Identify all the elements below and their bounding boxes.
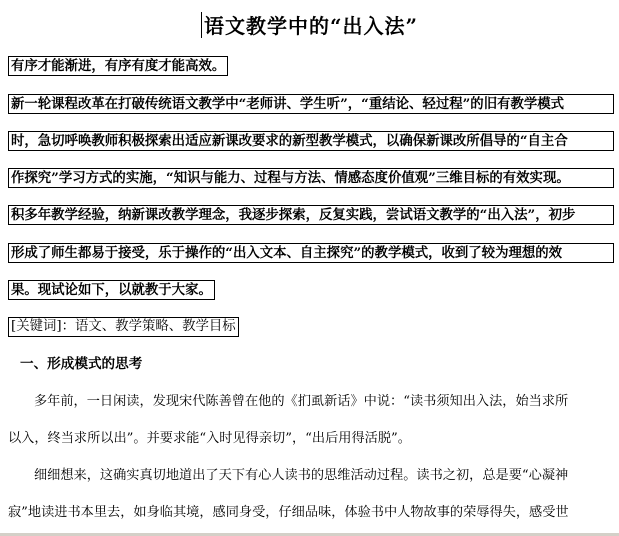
abstract-line — [8, 168, 614, 188]
abstract-line — [8, 243, 614, 263]
abstract-line-text: 形成了师生都易于接受，乐于操作的“出入文本、自主探究”的教学模式，收到了较为理想的效 — [8, 243, 614, 263]
abstract-line-text: 作探究”学习方式的实施，“知识与能力、过程与方法、情感态度价值观”三维目标的有效实现。 — [8, 168, 614, 188]
keywords-line — [8, 317, 239, 337]
abstract-line-text: 时，急切呼唤教师积极探索出适应新课改要求的新型教学模式，以确保新课改所倡导的“自主合 — [8, 131, 614, 151]
abstract-line-text: 积多年教学经验，纳新课改教学理念，我逐步探索，反复实践，尝试语文教学的“出入法”，初步 — [8, 205, 614, 225]
abstract-line-text: 有序才能渐进，有序有度才能高效。 — [8, 56, 228, 76]
body-line: 寂”地读进书本里去，如身临其境，感同身受，仔细品味，体验书中人物故事的荣辱得失，感受世 — [8, 505, 569, 520]
abstract-line — [8, 205, 614, 225]
abstract-line-text: 果。现试论如下，以就教于大家。 — [8, 280, 215, 300]
text-cursor — [201, 12, 202, 38]
section-heading: 一、形成模式的思考 — [20, 356, 143, 372]
abstract-line — [8, 280, 215, 300]
title-row — [0, 10, 619, 39]
keywords-text: [关键词]：语文、教学策略、教学目标 — [8, 317, 239, 337]
body-line: 多年前，一日闲读，发现宋代陈善曾在他的《扪虱新话》中说：“读书须知出入法，始当求所 — [34, 394, 569, 409]
body-line: 细细想来，这确实真切地道出了天下有心人读书的思维活动过程。读书之初，总是要“心凝神 — [34, 468, 569, 483]
abstract-line — [8, 56, 228, 76]
body-line: 以入，终当求所以出”。并要求能“入时见得亲切”，“出后用得活脱”。 — [8, 431, 411, 446]
abstract-line — [8, 131, 614, 151]
abstract-line — [8, 94, 614, 114]
abstract-line-text: 新一轮课程改革在打破传统语文教学中“老师讲、学生听”，“重结论、轻过程”的旧有教学模式 — [8, 94, 614, 114]
document-title: 语文教学中的“出入法” — [203, 14, 418, 38]
